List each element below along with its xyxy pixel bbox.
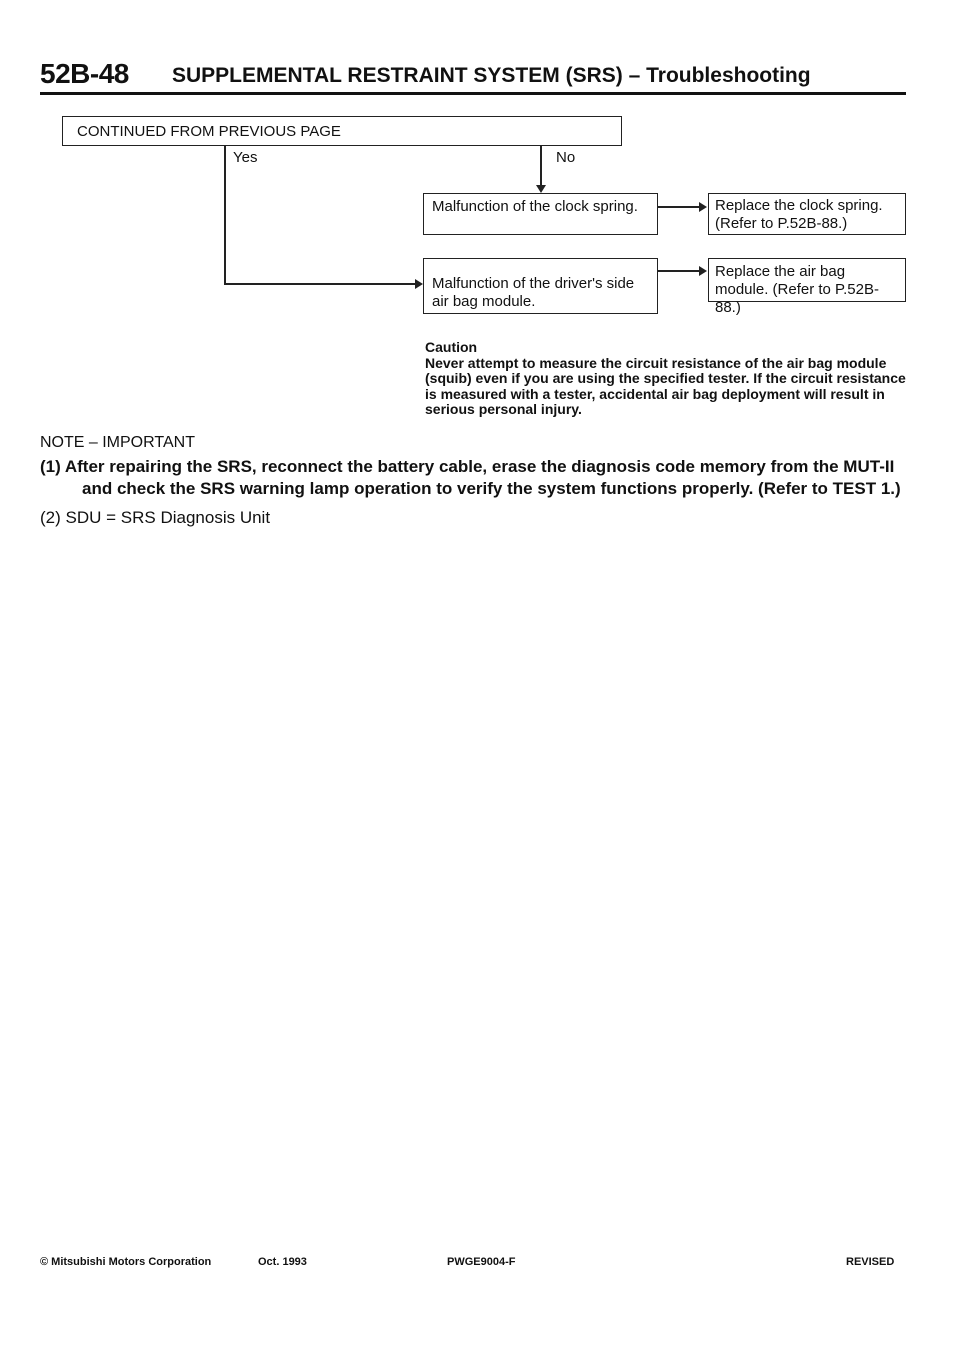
note-title: NOTE – IMPORTANT [40, 434, 195, 451]
note-item-1: (1) After repairing the SRS, reconnect the battery cable, erase the diagnosis code memory from the MUT-II and check the SRS warning lamp operation to verify the system functions properly. (Refer to TEST 1.) [40, 457, 901, 498]
page-code: 52B-48 [40, 58, 129, 89]
caution-text: Never attempt to measure the circuit resistance of the air bag module (squib) even if you are using the specified tester. If the circuit resistance is measured with a tester, accidental air bag deployment will result in serious personal injury. [425, 354, 906, 417]
yes-label: Yes [233, 149, 258, 166]
yes-arrow-head [415, 279, 423, 289]
no-label: No [556, 149, 576, 166]
airbag-arrow-head [699, 266, 707, 276]
footer-date: Oct. 1993 [258, 1256, 307, 1268]
airbag-malfunction-text: Malfunction of the driver's side air bag module. [432, 275, 635, 310]
clock-spring-malfunction-box [423, 193, 658, 235]
footer-doc-code: PWGE9004-F [447, 1256, 516, 1268]
footer-status: REVISED [846, 1256, 895, 1268]
continued-label: CONTINUED FROM PREVIOUS PAGE [77, 123, 341, 140]
airbag-action-text: Replace the air bag module. (Refer to P.52B-88.) [715, 263, 879, 316]
clock-spring-action-text: Replace the clock spring. (Refer to P.52B-88.) [715, 197, 883, 232]
footer-copyright: © Mitsubishi Motors Corporation [40, 1256, 212, 1268]
yes-to-airbag-connector [224, 283, 416, 285]
airbag-connector [658, 270, 700, 272]
airbag-malfunction-box [423, 258, 658, 314]
no-arrow-head [536, 185, 546, 193]
caution-block [425, 340, 915, 418]
header-divider [40, 92, 906, 95]
note-block [40, 434, 920, 528]
page-title: SUPPLEMENTAL RESTRAINT SYSTEM (SRS) – Troubleshooting [172, 64, 811, 87]
airbag-action-box [708, 258, 906, 316]
continued-box [62, 116, 622, 146]
clock-spring-malfunction-text: Malfunction of the clock spring. [432, 198, 638, 215]
clock-spring-action-box [708, 193, 906, 235]
caution-title: Caution [425, 339, 478, 355]
note-item-2: (2) SDU = SRS Diagnosis Unit [40, 508, 271, 527]
clock-spring-connector [658, 206, 700, 208]
no-branch-line [540, 146, 542, 188]
clock-spring-arrow-head [699, 202, 707, 212]
yes-branch-line [224, 146, 226, 284]
